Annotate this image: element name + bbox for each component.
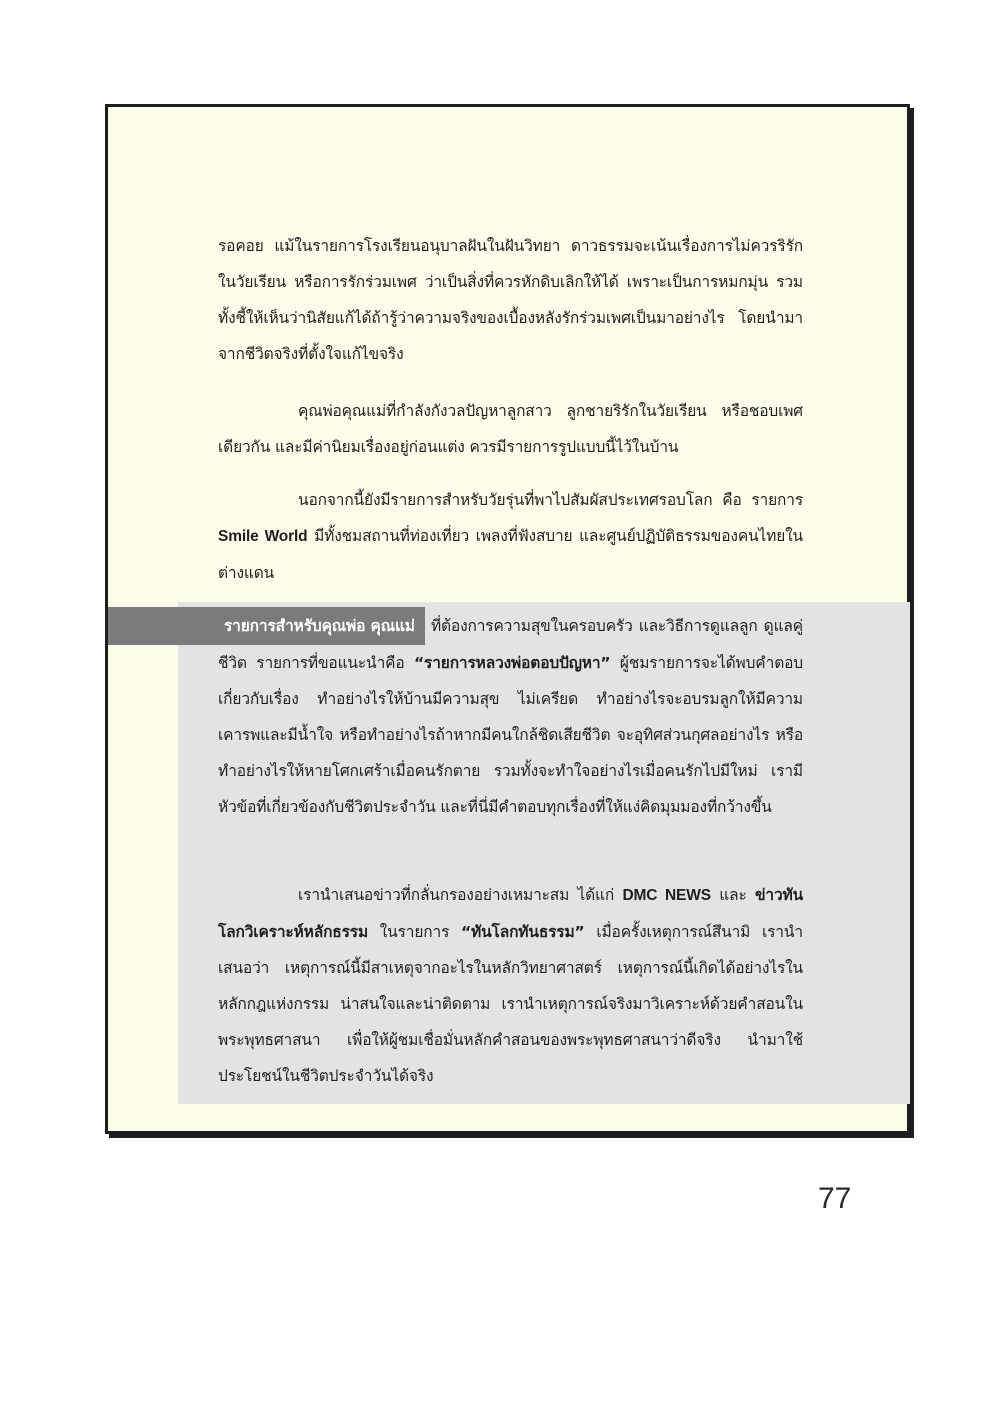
paragraph-4: [218, 607, 803, 825]
paragraph-5-text: [218, 877, 803, 1094]
paragraph-2-text: คุณพ่อคุณแม่ที่กำลังกังวลปัญหาลูกสาว ลูกชายริรักในวัยเรียน หรือชอบเพศเดียวกัน และมีค่านิยมเรื่องอยู่ก่อนแต่ง ควรมีรายการรูปแบบนี้ไว้ในบ้าน: [218, 402, 803, 456]
paragraph-4-intro: ที่ต้องการความสุขในครอบครัว และวิธีการดูแลลูก ดูแลคู่ชีวิต รายการที่ขอแนะนำคือ: [218, 617, 804, 672]
paragraph-5-and: และ: [719, 886, 747, 904]
paragraph-3-intro: นอกจากนี้ยังมีรายการสำหรับวัยรุ่นที่พาไปสัมผัสประเทศรอบโลก คือ รายการ: [298, 491, 803, 509]
paragraph-4-rest: ผู้ชมรายการจะได้พบคำตอบเกี่ยวกับเรื่อง ทำอย่างไรให้บ้านมีความสุข ไม่เครียด ทำอย่างไรจะอบรมลูกให้มีความเคารพและมีน้ำใจ หรือทำอย่างไรถ้าหากมีคนใกล้ชิดเสียชีวิต จะอุทิศส่วนกุศลอย่างไร หรือทำอย่างไรให้หายโศกเศร้าเมื่อคนรักตาย รวมทั้งจะทำใจอย่างไรเมื่อคนรักไปมีใหม่ เรามีหัวข้อที่เกี่ยวข้องกับชีวิตประจำวัน และที่นี่มีคำตอบทุกเรื่องที่ให้แง่คิดมุมมองที่กว้างขึ้น: [218, 654, 803, 816]
paragraph-3-rest: มีทั้งชมสถานที่ท่องเที่ยว เพลงที่ฟังสบาย และศูนย์ปฏิบัติธรรมของคนไทยในต่างแดน: [218, 527, 803, 582]
paragraph-1: [218, 228, 803, 372]
smile-world-program: Smile World: [218, 528, 308, 545]
luang-por-program: “รายการหลวงพ่อตอบปัญหา”: [414, 654, 611, 672]
paragraph-2: [218, 393, 803, 465]
news-analysis-program: ข่าวทันโลกวิเคราะห์หลักธรรม: [218, 886, 804, 941]
paragraph-3: [218, 482, 803, 591]
paragraph-5-rest: เมื่อครั้งเหตุการณ์สึนามิ เรานำเสนอว่า เหตุการณ์นี้มีสาเหตุจากอะไรในหลักวิทยาศาสตร์ เหตุการณ์นี้เกิดได้อย่างไรในหลักกฎแห่งกรรม น่าสนใจและน่าติดตาม เรานำเหตุการณ์จริงมาวิเคราะห์ด้วยคำสอนในพระพุทธศาสนา เพื่อให้ผู้ชมเชื่อมั่นหลักคำสอนของพระพุทธศาสนาว่าดีจริง นำมาใช้ประโยชน์ในชีวิตประจำวันได้จริง: [218, 923, 803, 1085]
paragraph-5-intro: เรานำเสนอข่าวที่กลั่นกรองอย่างเหมาะสม ได้แก่: [298, 886, 615, 904]
paragraph-5: [218, 877, 803, 1094]
paragraph-3-text: [218, 482, 803, 591]
paragraph-1-text: รอคอย แม้ในรายการโรงเรียนอนุบาลฝันในฝันวิทยา ดาวธรรมจะเน้นเรื่องการไม่ควรริรักในวัยเรียน หรือการรักร่วมเพศ ว่าเป็นสิ่งที่ควรหักดิบเลิกให้ได้ เพราะเป็นการหมกมุ่น รวมทั้งชี้ให้เห็นว่านิสัยแก้ได้ถ้ารู้ว่าความจริงของเบื้องหลังรักร่วมเพศเป็นมาอย่างไร โดยนำมาจากชีวิตจริงที่ตั้งใจแก้ไขจริง: [218, 237, 803, 363]
dmc-news: DMC NEWS: [622, 887, 711, 904]
page-number: 77: [818, 1182, 852, 1215]
paragraph-5-in-program: ในรายการ: [379, 923, 450, 941]
content-frame: [105, 104, 910, 1134]
parents-program-label: รายการสำหรับคุณพ่อ คุณแม่: [108, 607, 425, 645]
paragraph-4-text: [218, 607, 803, 825]
tanlok-tantham-program: “ทันโลกทันธรรม”: [461, 923, 585, 941]
